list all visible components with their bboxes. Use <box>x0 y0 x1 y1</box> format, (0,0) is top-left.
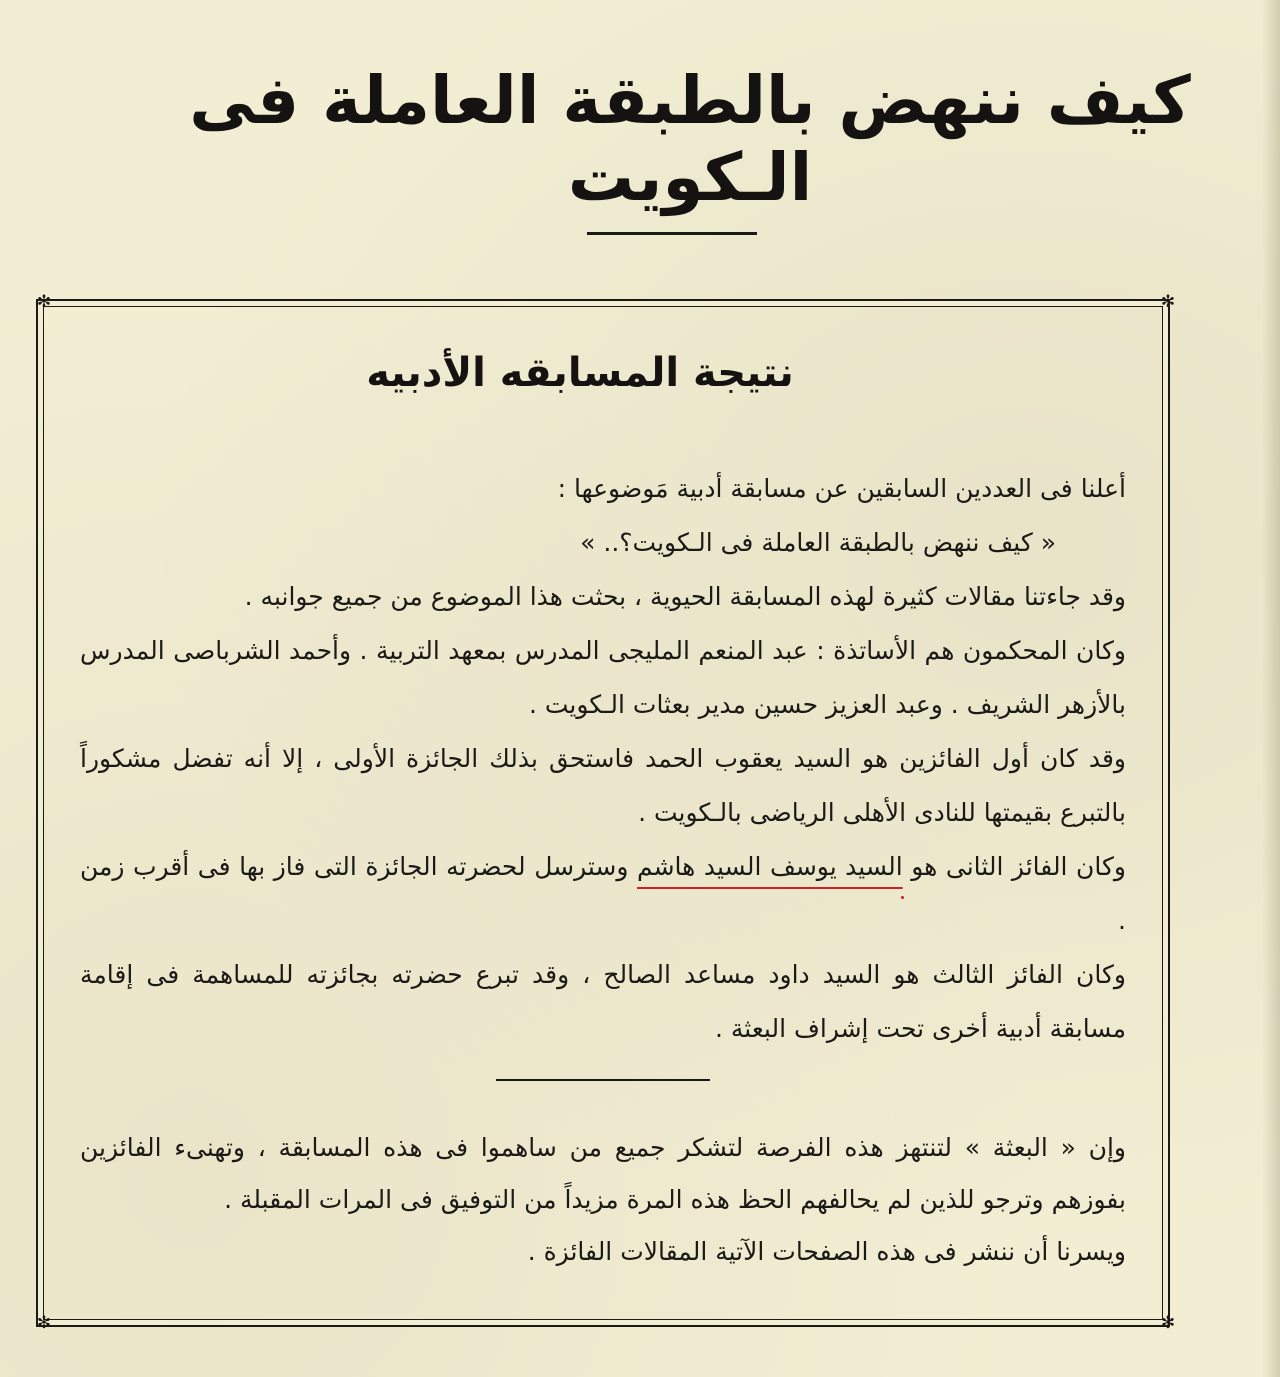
intro-paragraph: أعلنا فى العددين السابقين عن مسابقة أدبية مَوضوعها : <box>557 474 1126 503</box>
first-winner-paragraph: وقد كان أول الفائزين هو السيد يعقوب الحمد فاستحق بذلك الجائزة الأولى ، إلا أنه تفضل مشكوراً بالتبرع بقيمتها للنادى الأهلى الرياضى بالـكويت . <box>80 744 1126 827</box>
second-winner-rest: وسترسل لحضرته الجائزة التى فاز بها فى أقرب زمن . <box>80 852 1126 935</box>
corner-ornament-icon: ✻ <box>1160 1313 1176 1333</box>
corner-ornament-icon: ✻ <box>36 292 52 312</box>
second-winner-intro: وكان الفائز الثانى هو <box>902 852 1126 881</box>
corner-ornament-icon: ✻ <box>36 1313 52 1333</box>
contest-topic-quote: « كيف ننهض بالطبقة العاملة فى الـكويت؟.. » <box>580 528 1056 557</box>
closing-text <box>80 1122 1126 1278</box>
annotation-dot <box>901 896 904 899</box>
title-divider <box>587 232 757 235</box>
second-winner-name: السيد يوسف السيد هاشم <box>636 852 903 881</box>
third-winner-paragraph: وكان الفائز الثالث هو السيد داود مساعد الصالح ، وقد تبرع حضرته بجائزته للمساهمة فى إقامة مسابقة أدبية أخرى تحت إشراف البعثة . <box>80 960 1126 1043</box>
article-title: كيف ننهض بالطبقة العاملة فى الـكويت <box>189 62 1191 216</box>
publication-note: ويسرنا أن ننشر فى هذه الصفحات الآتية المقالات الفائزة . <box>527 1237 1126 1266</box>
corner-ornament-icon: ✻ <box>1160 292 1176 312</box>
second-winner-paragraph <box>80 840 1126 948</box>
announcement-body <box>80 462 1126 1056</box>
thanks-paragraph: وإن « البعثة » لتنتهز هذه الفرصة لتشكر جميع من ساهموا فى هذه المسابقة ، وتهنىء الفائزين بفوزهم وترجو للذين لم يحالفهم الحظ هذه المرة مزيداً من التوفيق فى المرات المقبلة . <box>80 1133 1126 1214</box>
submissions-paragraph: وقد جاءتنا مقالات كثيرة لهذه المسابقة الحيوية ، بحثت هذا الموضوع من جميع جوانبه . <box>244 582 1126 611</box>
announcement-heading: نتيجة المسابقه الأدبيه <box>366 350 794 396</box>
judges-paragraph: وكان المحكمون هم الأساتذة : عبد المنعم المليجى المدرس بمعهد التربية . وأحمد الشرباصى المدرس بالأزهر الشريف . وعبد العزيز حسين مدير بعثات الـكويت . <box>80 636 1126 719</box>
section-divider <box>496 1079 710 1081</box>
